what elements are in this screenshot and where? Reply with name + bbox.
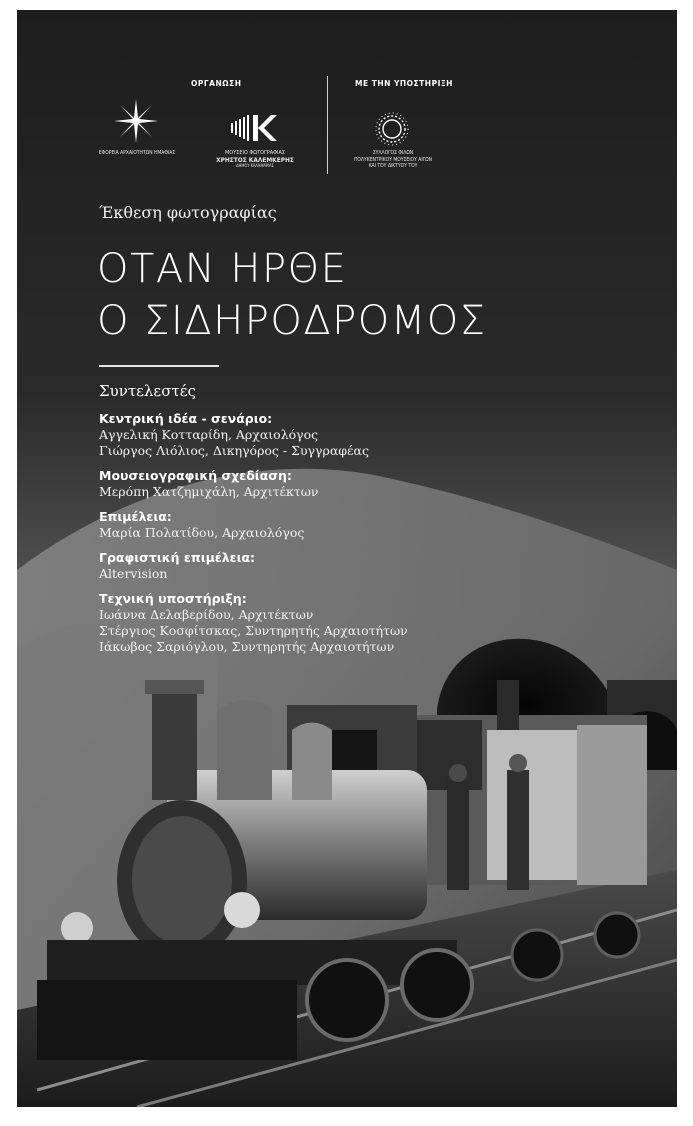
credit-name: Αγγελική Κοτταρίδη, Αρχαιολόγος <box>99 427 319 442</box>
credit-role-title: Γραφιστική επιμέλεια: <box>99 550 256 565</box>
credit-name: Γιώργος Λιόλιος, Δικηγόρος - Συγγραφέας <box>99 443 369 458</box>
museum-caption-line1: ΜΟΥΣΕΙΟ ΦΩΤΟΓΡΑΦΙΑΣ <box>225 150 285 156</box>
credit-name: Μαρία Πολατίδου, Αρχαιολόγος <box>99 525 305 540</box>
credits-heading: Συντελεστές <box>99 382 196 400</box>
title-divider <box>99 365 219 367</box>
credits-section <box>99 382 619 664</box>
museum-caption-line3: ΔΗΜΟΥ ΚΑΛΑΜΑΡΙΑΣ <box>236 163 274 168</box>
exhibition-title-line1: ΟΤΑΝ ΗΡΘΕ <box>97 246 348 292</box>
credit-name: Μερόπη Χατζημιχάλη, Αρχιτέκτων <box>99 484 319 499</box>
credit-role-title: Τεχνική υποστήριξη: <box>99 591 247 606</box>
credit-role <box>99 509 619 541</box>
credit-role <box>99 468 619 500</box>
friends-caption-line2: ΠΟΛΥΚΕΝΤΡΙΚΟΥ ΜΟΥΣΕΙΟΥ ΑΙΓΩΝ <box>354 156 432 163</box>
credit-role-title: Επιμέλεια: <box>99 509 172 524</box>
friends-caption-line3: ΚΑΙ ΤΟΥ ΔΙΚΤΥΟΥ ΤΟΥ <box>368 163 418 169</box>
organization-label: ΟΡΓΑΝΩΣΗ <box>191 79 242 88</box>
kalemkeris-k-icon <box>231 114 281 142</box>
logo-divider <box>327 76 328 174</box>
credit-name: Altervision <box>99 566 168 581</box>
credit-role-title: Μουσειογραφική σχεδίαση: <box>99 468 292 483</box>
poster <box>17 10 677 1107</box>
exhibition-subtitle: Έκθεση φωτογραφίας <box>99 203 277 222</box>
credit-role-title: Κεντρική ιδέα - σενάριο: <box>99 411 273 426</box>
credit-role <box>99 591 619 655</box>
header-logos <box>17 10 677 200</box>
support-label: ΜΕ ΤΗΝ ΥΠΟΣΤΗΡΙΞΗ <box>355 79 453 88</box>
ephorate-caption: ΕΦΟΡΕΙΑ ΑΡΧΑΙΟΤΗΤΩΝ ΗΜΑΘΙΑΣ <box>98 150 176 156</box>
exhibition-title-line2: Ο ΣΙΔΗΡΟΔΡΟΜΟΣ <box>97 298 487 344</box>
credit-name: Ιάκωβος Σαριόγλου, Συντηρητής Αρχαιοτήτων <box>99 639 395 654</box>
museum-caption-line2: ΧΡΗΣΤΟΣ ΚΑΛΕΜΚΕΡΗΣ <box>216 155 294 164</box>
sunburst-ring-icon <box>374 112 410 146</box>
friends-caption-line1: ΣΥΛΛΟΓΟΣ ΦΙΛΩΝ <box>372 150 414 156</box>
credit-role <box>99 550 619 582</box>
credit-role <box>99 411 619 459</box>
star-compass-icon <box>113 98 159 144</box>
credit-name: Ιωάννα Δελαβερίδου, Αρχιτέκτων <box>99 607 314 622</box>
credit-name: Στέργιος Κοσφίτσκας, Συντηρητής Αρχαιοτήτων <box>99 623 408 638</box>
